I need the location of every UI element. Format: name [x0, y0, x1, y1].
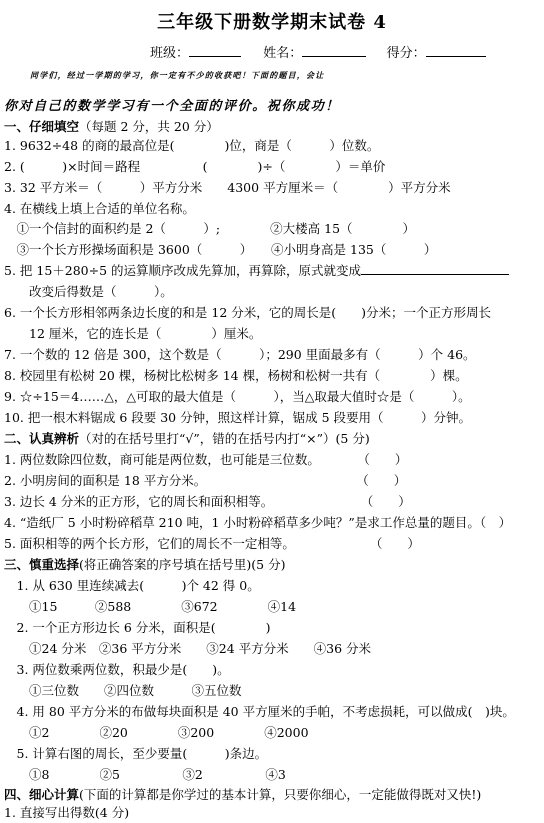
section-2-title: 二、认真辨析: [4, 431, 80, 446]
q3-4-options: ①2 ②20 ③200 ④2000: [4, 725, 309, 740]
q1-9: 9. ☆÷15＝4……△，△可取的最大值是（ ），当△取最大值时☆是（ ）。: [4, 389, 471, 404]
name-blank[interactable]: [302, 44, 366, 57]
section-2-heading: [4, 430, 370, 448]
score-label: 得分：: [386, 46, 426, 61]
q3-3-options: ①三位数 ②四位数 ③五位数: [4, 683, 242, 698]
q1-2: 2. ( )×时间＝路程 ( )÷（ ）＝单价: [4, 159, 386, 174]
student-info-row: [150, 42, 486, 61]
class-blank[interactable]: [189, 44, 241, 57]
score-blank[interactable]: [426, 44, 486, 57]
q1-7: 7. 一个数的 12 倍是 300，这个数是（ ）；290 里面最多有（ ）个 46。: [4, 347, 476, 362]
section-1-heading: [4, 118, 219, 136]
q1-5: [4, 262, 509, 280]
q3-1-options: ①15 ②588 ③672 ④14: [4, 599, 297, 614]
intro-line-2: 你对自己的数学学习有一个全面的评价。祝你成功！: [4, 99, 340, 114]
section-1-title: 一、仔细填空: [4, 119, 80, 134]
q2-3: 3. 边长 4 分米的正方形，它的周长和面积相等。 （ ）: [4, 494, 411, 509]
section-4-title: 四、细心计算: [4, 787, 80, 802]
q1-8: 8. 校园里有松树 20 棵，杨树比松树多 14 棵，杨树和松树一共有（ ）棵。: [4, 368, 468, 383]
q1-4-b: ③一个长方形操场面积是 3600（ ） ④小明身高是 135（ ）: [4, 242, 437, 257]
section-1-note: （每题 2 分，共 20 分）: [79, 119, 219, 134]
q1-5-answer-line[interactable]: [361, 262, 509, 275]
q1-5-b: 改变后得数是（ ）。: [4, 284, 173, 299]
q1-1: 1. 9632÷48 的商的最高位是( )位，商是（ ）位数。: [4, 138, 380, 153]
q2-5: 5. 面积相等的两个长方形，它们的周长不一定相等。 （ ）: [4, 536, 420, 551]
q1-6-b: 12 厘米，它的连长是（ ）厘米。: [4, 326, 262, 341]
intro-line-1: 同学们，经过一学期的学习，你一定有不少的收获吧！下面的题目，会让: [30, 70, 325, 80]
class-label: 班级：: [150, 46, 190, 61]
section-3-heading: [4, 556, 285, 574]
q3-1: 1. 从 630 里连续减去( )个 42 得 0。: [4, 578, 260, 593]
q1-6: 6. 一个长方形相邻两条边长度的和是 12 分米，它的周长是( )分米；一个正方形周长: [4, 305, 492, 320]
q3-2-options: ①24 分米 ②36 平方分米 ③24 平方分米 ④36 分米: [4, 641, 372, 656]
q3-5-options: ①8 ②5 ③2 ④3: [4, 767, 286, 782]
section-4-heading: [4, 786, 481, 804]
q4-1: 1. 直接写出得数(4 分): [4, 805, 130, 820]
q1-3: 3. 32 平方米＝（ ）平方分米 4300 平方厘米＝（ ）平方分米: [4, 180, 451, 195]
q3-3: 3. 两位数乘两位数，积最少是( )。: [4, 662, 230, 677]
name-label: 姓名：: [263, 46, 303, 61]
section-3-title: 三、慎重选择: [4, 557, 80, 572]
q1-4-a: ①一个信封的面积约是 2（ ）; ②大楼高 15（ ）: [4, 221, 416, 236]
q2-2: 2. 小明房间的面积是 18 平方分米。 （ ）: [4, 473, 407, 488]
q1-10: 10. 把一根木料锯成 6 段要 30 分钟，照这样计算，锯成 5 段要用（ ）分钟。: [4, 410, 472, 425]
section-2-note: （对的在括号里打“√”，错的在括号内打“×”）(5 分): [79, 431, 370, 446]
section-4-note: (下面的计算都是你学过的基本计算，只要你细心，一定能做得既对又快!): [79, 787, 482, 802]
q3-5: 5. 计算右图的周长，至少要量( )条边。: [4, 746, 268, 761]
q1-4: 4. 在横线上填上合适的单位名称。: [4, 201, 195, 216]
q2-1: 1. 两位数除四位数，商可能是两位数，也可能是三位数。 （ ）: [4, 452, 408, 467]
section-3-note: (将正确答案的序号填在括号里)(5 分): [79, 557, 286, 572]
exam-title: 三年级下册数学期末试卷 4: [157, 12, 387, 33]
q3-2: 2. 一个正方形边长 6 分米，面积是( ): [4, 620, 271, 635]
q2-4: 4. “造纸厂 5 小时粉碎稻草 210 吨，1 小时粉碎稻草多少吨？”是求工作总量的题目。（ ）: [4, 515, 512, 530]
q3-4: 4. 用 80 平方分米的布做每块面积是 40 平方厘米的手帕，不考虑损耗，可以做成( )块。: [4, 704, 515, 719]
q1-5-text: 5. 把 15＋280÷5 的运算顺序改成先算加，再算除，原式就变成: [4, 263, 362, 278]
